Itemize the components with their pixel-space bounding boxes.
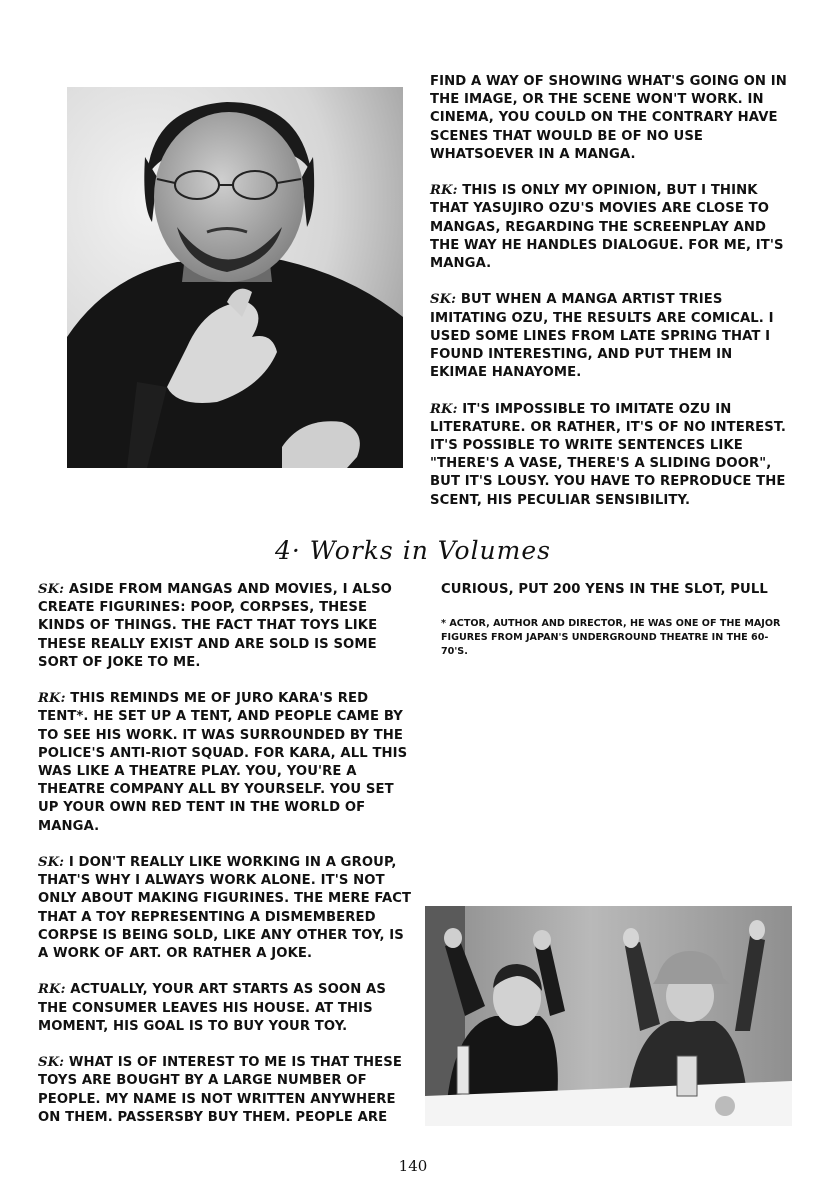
paragraph-text: THIS REMINDS ME OF JURO KARA'S RED TENT*. HE SET UP A TENT, AND PEOPLE CAME BY TO SEE HIS WORK. IT WAS SURROUNDED BY THE POLICE'S ANTI-RIOT SQUAD. FOR KARA, ALL THIS WAS LIKE A THEATRE PLAY. YOU, YOU'RE A THEATRE COMPANY ALL BY YOURSELF. YOU SET UP YOUR OWN RED TENT IN THE WORLD OF MANGA.	[38, 691, 408, 834]
celebration-photo-drawing	[425, 906, 792, 1126]
paragraph-text: BUT WHEN A MANGA ARTIST TRIES IMITATING OZU, THE RESULTS ARE COMICAL. I USED SOME LINES FROM LATE SPRING THAT I FOUND INTERESTING, AND PUT THEM IN EKIMAE HANAYOME.	[430, 292, 774, 381]
right-continuation-text: CURIOUS, PUT 200 YENS IN THE SLOT, PULL	[441, 582, 768, 597]
paragraph	[38, 581, 416, 672]
paragraph-text: WHAT IS OF INTEREST TO ME IS THAT THESE TOYS ARE BOUGHT BY A LARGE NUMBER OF PEOPLE. MY NAME IS NOT WRITTEN ANYWHERE ON THEM. PASSERSBY BUY THEM. PEOPLE ARE	[38, 1055, 402, 1125]
speaker-label: SK:	[430, 292, 457, 308]
paragraph	[38, 1054, 416, 1127]
page-number: 140	[398, 1157, 428, 1175]
section-heading: 4· Works in Volumes	[274, 536, 551, 565]
paragraph-text: ACTUALLY, YOUR ART STARTS AS SOON AS THE CONSUMER LEAVES HIS HOUSE. AT THIS MOMENT, HIS GOAL IS TO BUY YOUR TOY.	[38, 982, 386, 1034]
paragraph-text: THIS IS ONLY MY OPINION, BUT I THINK THAT YASUJIRO OZU'S MOVIES ARE CLOSE TO MANGAS, REGARDING THE SCREENPLAY AND THE WAY HE HANDLES DIALOGUE. FOR ME, IT'S MANGA.	[430, 183, 784, 272]
speaker-label: RK:	[38, 982, 66, 998]
speaker-label: RK:	[430, 401, 458, 417]
portrait-photo-drawing	[67, 87, 403, 468]
speaker-label: RK:	[38, 691, 66, 707]
speaker-label: SK:	[38, 855, 65, 871]
paragraph-text: I DON'T REALLY LIKE WORKING IN A GROUP, THAT'S WHY I ALWAYS WORK ALONE. IT'S NOT ONLY ABOUT MAKING FIGURINES. THE MERE FACT THAT A TOY REPRESENTING A DISMEMBERED CORPSE IS BEING SOLD, LIKE ANY OTHER TOY, IS A WORK OF ART. OR RATHER A JOKE.	[38, 855, 412, 962]
paragraph	[430, 401, 790, 510]
paragraph	[430, 182, 790, 273]
speaker-label: RK:	[430, 183, 458, 199]
paragraph	[38, 854, 416, 963]
paragraph	[430, 291, 790, 382]
paragraph-text: FIND A WAY OF SHOWING WHAT'S GOING ON IN THE IMAGE, OR THE SCENE WON'T WORK. IN CINEMA, YOU COULD ON THE CONTRARY HAVE SCENES THAT WOULD BE OF NO USE WHATSOEVER IN A MANGA.	[430, 74, 787, 162]
portrait-photo	[67, 87, 403, 468]
paragraph	[38, 981, 416, 1036]
speaker-label: SK:	[38, 1055, 65, 1071]
paragraph	[38, 690, 416, 836]
footnote: * ACTOR, AUTHOR AND DIRECTOR, HE WAS ONE OF THE MAJOR FIGURES FROM JAPAN'S UNDERGROUND THEATRE IN THE 60-70'S.	[441, 618, 781, 657]
left-text-column	[38, 581, 416, 1127]
top-right-text-column	[430, 73, 790, 510]
speaker-label: SK:	[38, 582, 65, 597]
celebration-photo	[425, 906, 792, 1126]
paragraph-text: IT'S IMPOSSIBLE TO IMITATE OZU IN LITERATURE. OR RATHER, IT'S OF NO INTEREST. IT'S POSSIBLE TO WRITE SENTENCES LIKE "THERE'S A VASE, THERE'S A SLIDING DOOR", BUT IT'S LOUSY. YOU HAVE TO REPRODUCE THE SCENT, HIS PECULIAR SENSIBILITY.	[430, 401, 787, 508]
paragraph-text: ASIDE FROM MANGAS AND MOVIES, I ALSO CREATE FIGURINES: POOP, CORPSES, THESE KINDS OF THINGS. THE FACT THAT TOYS LIKE THESE REALLY EXIST AND ARE SOLD IS SOME SORT OF JOKE TO ME.	[38, 582, 392, 670]
paragraph	[430, 73, 790, 164]
